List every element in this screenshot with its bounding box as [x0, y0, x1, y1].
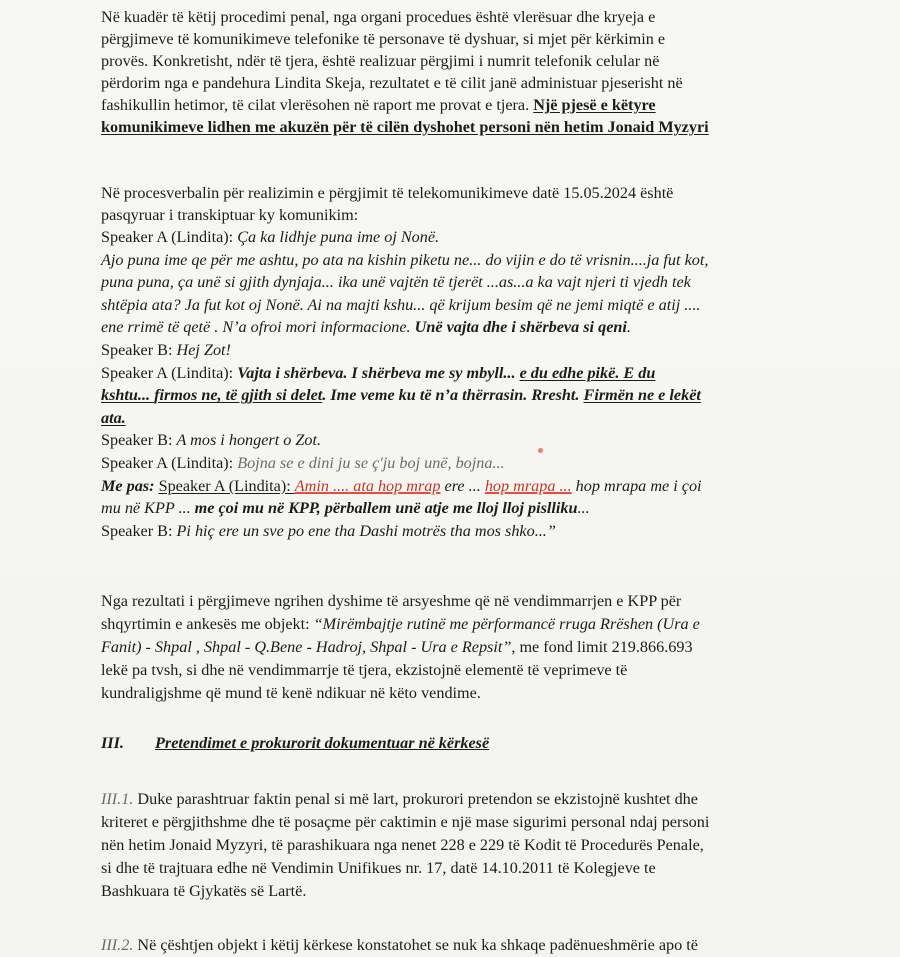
text-line: pasqyruar i transkiptuar ky komunikim:	[101, 206, 359, 224]
text-line: përgjimeve të komunikimeve telefonike të personave të dyshuar, si mjet për kërkimin e	[101, 30, 666, 48]
text-line: III.2. Në çështjen objekt i këtij kërkese konstatohet se nuk ka shkaqe padënueshmërie apo të	[101, 936, 698, 954]
transcript-line: Speaker A (Lindita): Bojna se e dini ju se ç'ju boj unë, bojna...	[101, 453, 505, 472]
red-ink-dot	[538, 448, 543, 453]
paragraph-number: III.1.	[101, 790, 134, 808]
transcript-line: shtëpia ata? Ja fut kot oj Nonë. Ai na majti kshu... që krijum besim që ne jemi miqtë e atij ....	[101, 295, 701, 314]
text-line: kriteret e përgjithshme dhe të posaçme për caktimin e një mase sigurimi personal ndaj personi	[101, 813, 710, 831]
section-heading	[101, 734, 489, 753]
transcript-line: Speaker B: Hej Zot!	[101, 340, 231, 359]
transcript-line: Speaker B: Pi hiç ere un sve po ene tha Dashi motrës tha mos shko...”	[101, 521, 556, 540]
transcript-line: Me pas: Speaker A (Lindita): Amin .... ata hop mrap ere ... hop mrapa ... hop mrapa me i çoi	[101, 476, 702, 495]
text-line: Nga rezultati i përgjimeve ngrihen dyshime të arsyeshme që në vendimmarrjen e KPP për	[101, 592, 682, 610]
transcript	[101, 226, 791, 542]
text-line: lekë pa tvsh, si dhe në vendimmarrje të tjera, ekzistojnë elementë të veprimeve të	[101, 661, 628, 679]
text-line: si dhe të trajtuara edhe në Vendimin Unifikues nr. 17, datë 14.10.2011 të Kolegjeve te	[101, 859, 656, 877]
text-line: III.1. Duke parashtruar faktin penal si më lart, prokurori pretendon se ekzistojnë kushtet dhe	[101, 790, 698, 808]
underlined-statement: komunikimeve lidhen me akuzën për të cilën dyshohet personi nën hetim Jonaid Myzyri	[101, 118, 709, 136]
transcript-line: Speaker A (Lindita): Ça ka lidhje puna ime oj Nonë.	[101, 228, 440, 246]
transcript-line: puna puna, ça unë si gjith dynjaja... ika unë vajtën të tjerët ...as...a ka vajt njeri ti vjedh tek	[101, 273, 691, 292]
intro-paragraph	[101, 6, 791, 138]
section-title: Pretendimet e prokurorit dokumentuar në kërkesë	[155, 734, 490, 752]
text-line: Bashkuara të Gjykatës së Lartë.	[101, 882, 307, 900]
transcript-line: Speaker B: A mos i hongert o Zot.	[101, 431, 322, 450]
transcript-line: ata.	[101, 408, 126, 427]
text-line: shqyrtimin e ankesës me objekt: “Mirëmbajtje rutinë me përformancë rruga Rrëshen (Ura e	[101, 615, 700, 633]
procesverbal-paragraph	[101, 182, 791, 226]
transcript-line: mu në KPP ... me çoi mu në KPP, përballem unë atje me lloj lloj pislliku...	[101, 499, 590, 518]
text-line: fashikullin hetimor, të cilat vlerësohen në raport me provat e tjera. Një pjesë e këtyre	[101, 96, 656, 114]
transcript-line: Speaker A (Lindita): Vajta i shërbeva. I shërbeva me sy mbyll... e du edhe pikë. E du	[101, 363, 656, 382]
paragraph-III-2	[101, 934, 791, 956]
transcript-line: Ajo puna ime qe për me ashtu, po ata na kishin piketu ne... do vijin e do të vrisnin....ja fut kot,	[101, 250, 709, 269]
text-line: Fanit) - Shpal , Shpal - Q.Bene - Hadroj, Shpal - Ura e Repsit”, me fond limit 219.866.693	[101, 638, 693, 656]
text-line: Në kuadër të këtij procedimi penal, nga organi procedues është vlerësuar dhe kryeja e	[101, 8, 656, 26]
paragraph-III-1	[101, 788, 791, 903]
text-line: përdorim nga e pandehura Lindita Skeja, rezultatet e të cilit janë administuar pjeserisht në	[101, 74, 683, 92]
text-line: nën hetim Jonaid Myzyri, të parashikuara nga nenet 228 e 229 të Kodit të Procedurës Penale,	[101, 836, 704, 854]
transcript-line: kshtu... firmos ne, të gjith si delet. Ime veme ku të n’a thërrasin. Rresht. Firmën ne e lekët	[101, 386, 701, 405]
text-line: kundraligjshme që mund të kenë ndikuar në këto vendime.	[101, 684, 481, 702]
paragraph-number: III.2.	[101, 936, 134, 954]
transcript-line: ene rrimë të qetë . N’a ofroi mori informacione. Unë vajta dhe i shërbeva si qeni.	[101, 318, 631, 337]
text-line: Në procesverbalin për realizimin e përgjimit të telekomunikimeve datë 15.05.2024 është	[101, 184, 674, 202]
text-line: provës. Konkretisht, ndër të tjera, është realizuar përgjimi i numrit telefonik celular në	[101, 52, 660, 70]
conclusion-paragraph	[101, 590, 791, 705]
underlined-statement: Një pjesë e këtyre	[533, 96, 656, 114]
section-number: III.	[101, 734, 124, 752]
